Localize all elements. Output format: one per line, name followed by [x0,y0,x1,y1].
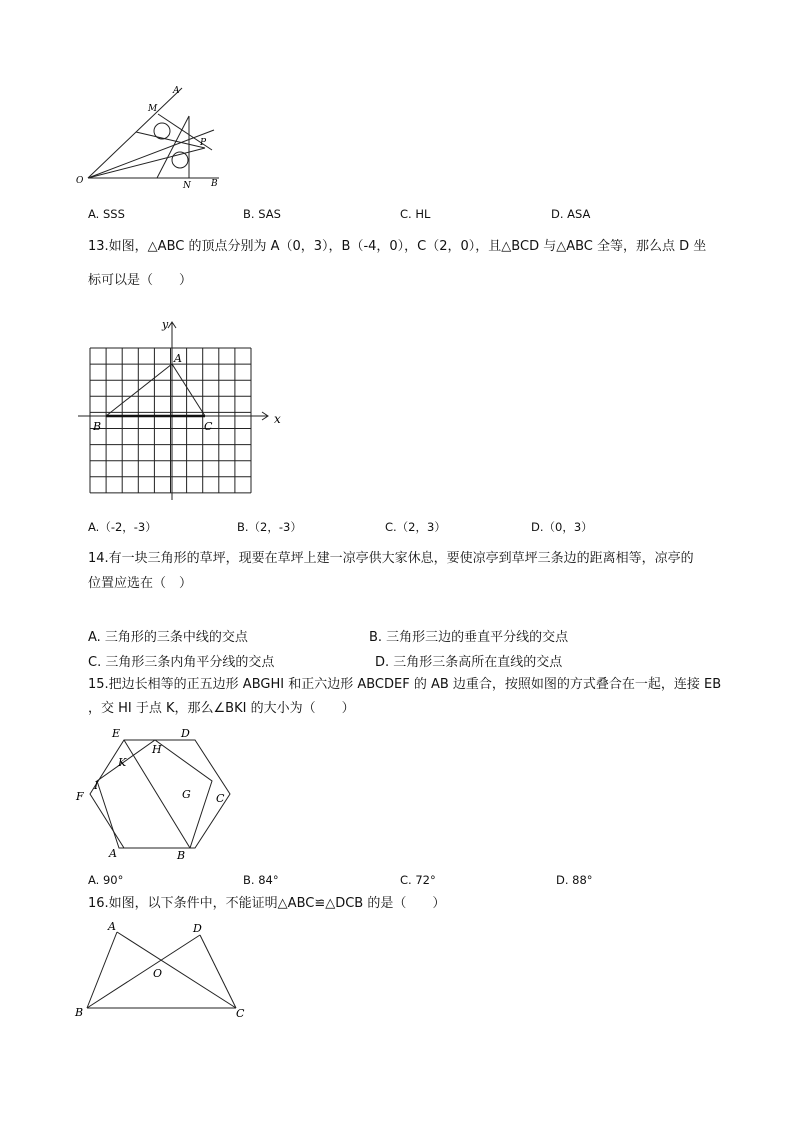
q12-option-d[interactable]: D. ASA [551,207,591,221]
q15-question-line2: ，交 HI 于点 K，那么∠BKI 的大小为（ ） [88,701,355,716]
q12-option-c[interactable]: C. HL [400,207,431,221]
q13-question-line2: 标可以是（ ） [88,273,193,288]
q13-label-C: C [204,420,213,433]
q13-coordinate-grid [70,310,290,510]
q12-option-a[interactable]: A. SSS [88,207,125,221]
q13-option-b[interactable]: B.（2，-3） [237,520,302,534]
q14-option-c[interactable]: C. 三角形三条内角平分线的交点 [88,655,275,670]
q15-option-a[interactable]: A. 90° [88,873,124,887]
q15-label-F: F [76,790,84,803]
q12-label-B: B [211,179,218,189]
q13-question-line1: 13.如图，△ABC 的顶点分别为 A（0，3），B（-4，0），C（2，0），且△BCD 与△ABC 全等，那么点 D 坐 [88,239,707,254]
q13-option-d[interactable]: D.（0，3） [531,520,593,534]
q15-option-c[interactable]: C. 72° [400,873,436,887]
q13-option-c[interactable]: C.（2，3） [385,520,446,534]
q15-label-G: G [182,788,191,801]
q15-label-B: B [177,849,186,862]
q13-option-a[interactable]: A.（-2，-3） [88,520,157,534]
q12-option-b[interactable]: B. SAS [243,207,281,221]
q13-label-A: A [174,352,182,365]
q14-option-a[interactable]: A. 三角形的三条中线的交点 [88,630,248,645]
q14-option-d[interactable]: D. 三角形三条高所在直线的交点 [375,655,563,670]
q12-label-P: P [200,138,207,148]
q16-figure [70,915,260,1025]
q15-figure [70,722,240,864]
q15-label-A: A [109,847,117,860]
q15-label-K: K [118,756,127,769]
q15-option-b[interactable]: B. 84° [243,873,279,887]
q12-label-N: N [183,181,191,191]
q14-question-line1: 14.有一块三角形的草坪，现要在草坪上建一凉亭供大家休息，要使凉亭到草坪三条边的距离相等，凉亭的 [88,551,694,566]
q16-label-C: C [236,1007,245,1020]
q15-option-d[interactable]: D. 88° [556,873,593,887]
q14-option-b[interactable]: B. 三角形三边的垂直平分线的交点 [369,630,569,645]
q15-question-line1: 15.把边长相等的正五边形 ABGHI 和正六边形 ABCDEF 的 AB 边重合，按照如图的方式叠合在一起，连接 EB [88,677,722,692]
q12-label-M: M [148,104,158,114]
q16-question-line1: 16.如图，以下条件中，不能证明△ABC≌△DCB 的是（ ） [88,896,446,911]
q13-label-x: x [274,412,281,426]
q13-label-y: y [162,318,169,331]
q14-question-line2: 位置应选在（ ） [88,576,193,591]
q15-label-D: D [181,727,190,740]
q15-label-E: E [112,727,121,740]
q12-label-A: A [173,86,180,96]
q12-label-O: O [76,176,84,186]
q13-label-B: B [93,420,102,433]
q12-figure [70,80,230,195]
q15-label-I: I [94,779,99,792]
q15-label-H: H [152,743,162,756]
q16-label-O: O [153,967,163,980]
q15-label-C: C [216,792,225,805]
q16-label-B: B [75,1006,84,1019]
q16-label-A: A [108,920,116,933]
q16-label-D: D [193,922,202,935]
